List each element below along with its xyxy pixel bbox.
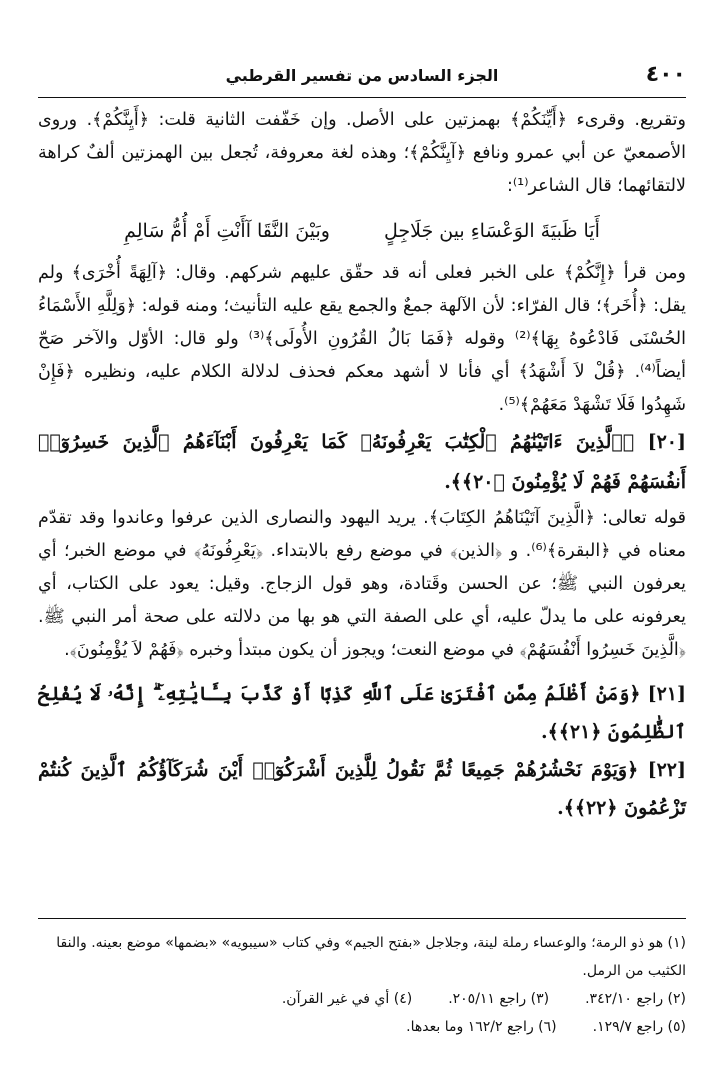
footnote-6: (٦) راجع ١٦٢/٢ وما بعدها. [406,1019,557,1035]
footnote-row-1 [38,985,686,1013]
footnote-1: (١) هو ذو الرمة؛ والوعساء رملة لينة، وجلاجل «بفتح الجيم» وفي كتاب «سيبويه» «بضمها» موضع بعينه. والنقا الكثيب من الرمل. [56,935,686,979]
footnote-2: (٢) راجع ٣٤٢/١٠. [585,991,686,1007]
poetry-verse [38,207,686,255]
ayah-21: [٢١] ﴿وَمَنْ أَظْلَمُ مِمَّنِ ٱفْتَرَىٰ عَلَى ٱللَّهِ كَذِبًا أَوْ كَذَّبَ بِـَٔايَٰتِهِۦٓ ۗ إِنَّهُۥ لَا يُفْلِحُ ٱلظَّٰلِمُونَ ﴿٢١﴾﴾. [38,683,686,743]
ayah-22: [٢٢] ﴿وَيَوْمَ نَحْشُرُهُمْ جَمِيعًا ثُمَّ نَقُولُ لِلَّذِينَ أَشْرَكُوٓا۟ أَيْنَ شُرَكَآؤُكُمُ ٱلَّذِينَ كُنتُمْ تَزْعُمُونَ ﴿٢٢﴾﴾. [38,759,686,819]
page-number: ٤٠٠ [645,62,686,87]
verse-second-hemistich: وبَيْنَ النَّقَا آأَنْتِ أَمْ أُمُّ سَالِمِ [124,220,330,242]
running-title: الجزء السادس من تفسير القرطبي [225,66,499,85]
footnote-5: (٥) راجع ١٢٩/٧. [592,1019,686,1035]
main-text [38,104,686,827]
page-header [38,58,686,98]
page [38,58,686,827]
footnote-4: (٤) أي في غير القرآن. [281,991,413,1007]
footnotes [38,918,686,1041]
footnote-row-2 [38,1013,686,1041]
verse-first-hemistich: أَيَا ظَبيَةَ الوَعْسَاءِ بين جَلَاجِلٍ [383,220,600,242]
footnote-3: (٣) راجع ٢٠٥/١١. [448,991,550,1007]
paragraph-2: ومن قرأ ﴿إِنَّكُمْ﴾ على الخبر فعلى أنه قد حقّق عليهم شركهم. وقال: ﴿آلِهَةً أُخْرَى﴾ ولم يقل: ﴿أُخَر﴾؛ قال الفرّاء: لأن الآلهة جمعٌ والجمع يقع عليه التأنيث؛ ومنه قوله: ﴿وَلِلَّهِ الأَسْمَاءُ الحُسْنَى فَادْعُوهُ بِهَا﴾⁽²⁾ وقوله ﴿فَمَا بَالُ القُرُونِ الأُولَى﴾⁽³⁾ ولو قال: الأوّل والآخر صَحّ أيضاً⁽⁴⁾. ﴿قُلْ لاَ أَشْهَدُ﴾ أي فأنا لا أشهد معكم فحذف لدلالة الكلام عليه، ونظيره ﴿فَإِنْ شَهِدُوا فَلَا تَشْهَدْ مَعَهُمْ﴾⁽⁵⁾. [38,263,686,415]
ayah-20: [٢٠] ﴿ٱلَّذِينَ ءَاتَيْنَٰهُمُ ٱلْكِتَٰبَ يَعْرِفُونَهُۥ كَمَا يَعْرِفُونَ أَبْنَآءَهُمُ ٱلَّذِينَ خَسِرُوٓا۟ أَنفُسَهُمْ فَهُمْ لَا يُؤْمِنُونَ ﴿٢٠﴾﴾. [38,431,686,493]
paragraph-3: قوله تعالى: ﴿الَّذِينَ آتَيْنَاهُمُ الكِتَابَ﴾. يريد اليهود والنصارى الذين عرفوا وعاندوا وقد تقدّم معناه في ﴿البقرة﴾⁽⁶⁾. و ﴿الذين﴾ في موضع رفع بالابتداء. ﴿يَعْرِفُونَهُ﴾ في موضع الخبر؛ أي يعرفون النبي ﷺ؛ عن الحسن وقَتادة، وهو قول الزجاج. وقيل: يعود على الكتاب، أي يعرفونه على ما يدلّ عليه، أي على الصفة التي هو بها من دلالته على صحة أمر النبي ﷺ. ﴿الَّذِينَ خَسِرُوا أَنْفُسَهُمْ﴾ في موضع النعت؛ ويجوز أن يكون مبتدأ وخبره ﴿فَهُمْ لاَ يُؤْمِنُونَ﴾. [38,508,686,660]
paragraph-1: وتقريع. وقرىء ﴿أَيِّنَكُمْ﴾ بهمزتين على الأصل. وإن خَفّفت الثانية قلت: ﴿أَيِنَّكُمْ﴾. وروى الأصمعيّ عن أبي عمرو ونافع ﴿آيِنَّكُمْ﴾؛ وهذه لغة معروفة، تُجعل بين الهمزتين ألفٌ كراهة لالتقائهما؛ قال الشاعر⁽¹⁾: [38,110,686,196]
